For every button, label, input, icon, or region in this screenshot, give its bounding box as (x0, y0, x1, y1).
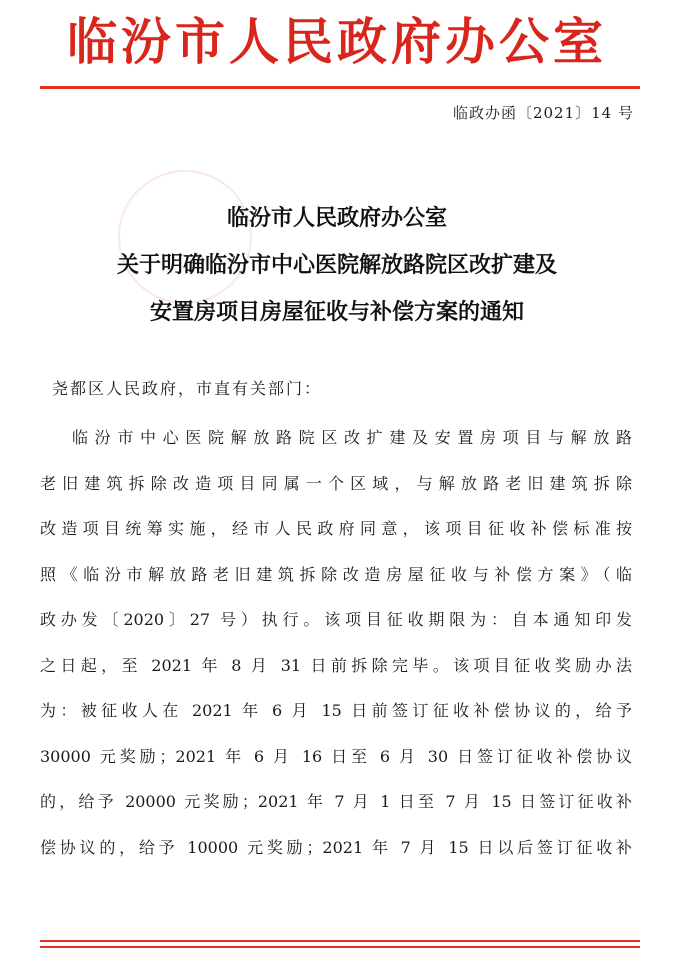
issuing-authority-header: 临汾市人民政府办公室 (67, 13, 607, 71)
body-line: 临汾市中心医院解放路院区改扩建及安置房项目与解放路 (72, 428, 632, 447)
title-line: 安置房项目房屋征收与补偿方案的通知 (149, 300, 524, 325)
body-line: 的，给予 20000 元奖励；2021 年 7 月 1 日至 7 月 15 日签订征收补 (40, 792, 632, 811)
body-line: 老旧建筑拆除改造项目同属一个区域，与解放路老旧建筑拆除 (40, 473, 632, 493)
document-title (0, 195, 674, 336)
header-red-rule (40, 86, 640, 89)
title-line: 关于明确临汾市中心医院解放路院区改扩建及 (116, 253, 557, 278)
document-number: 临政办函〔2021〕14 号 (452, 104, 634, 122)
footer-red-rule (40, 946, 640, 948)
body-line: 为：被征收人在 2021 年 6 月 15 日前签订征收补偿协议的，给予 (40, 701, 632, 720)
title-line: 临汾市人民政府办公室 (226, 206, 447, 231)
body-text (40, 423, 632, 878)
body-line: 偿协议的，给予 10000 元奖励；2021 年 7 月 15 日以后签订征收补 (40, 837, 632, 857)
salutation: 尧都区人民政府，市直有关部门： (52, 379, 323, 398)
body-line: 改造项目统筹实施，经市人民政府同意，该项目征收补偿标准按 (40, 519, 632, 538)
body-line: 政办发〔2020〕27 号）执行。该项目征收期限为：自本通知印发 (40, 610, 632, 629)
footer-red-rule (40, 940, 640, 942)
body-line: 之日起，至 2021 年 8 月 31 日前拆除完毕。该项目征收奖励办法 (40, 655, 632, 675)
body-line: 30000 元奖励；2021 年 6 月 16 日至 6 月 30 日签订征收补偿协议 (40, 746, 632, 766)
body-line: 照《临汾市解放路老旧建筑拆除改造房屋征收与补偿方案》（临 (40, 564, 632, 584)
